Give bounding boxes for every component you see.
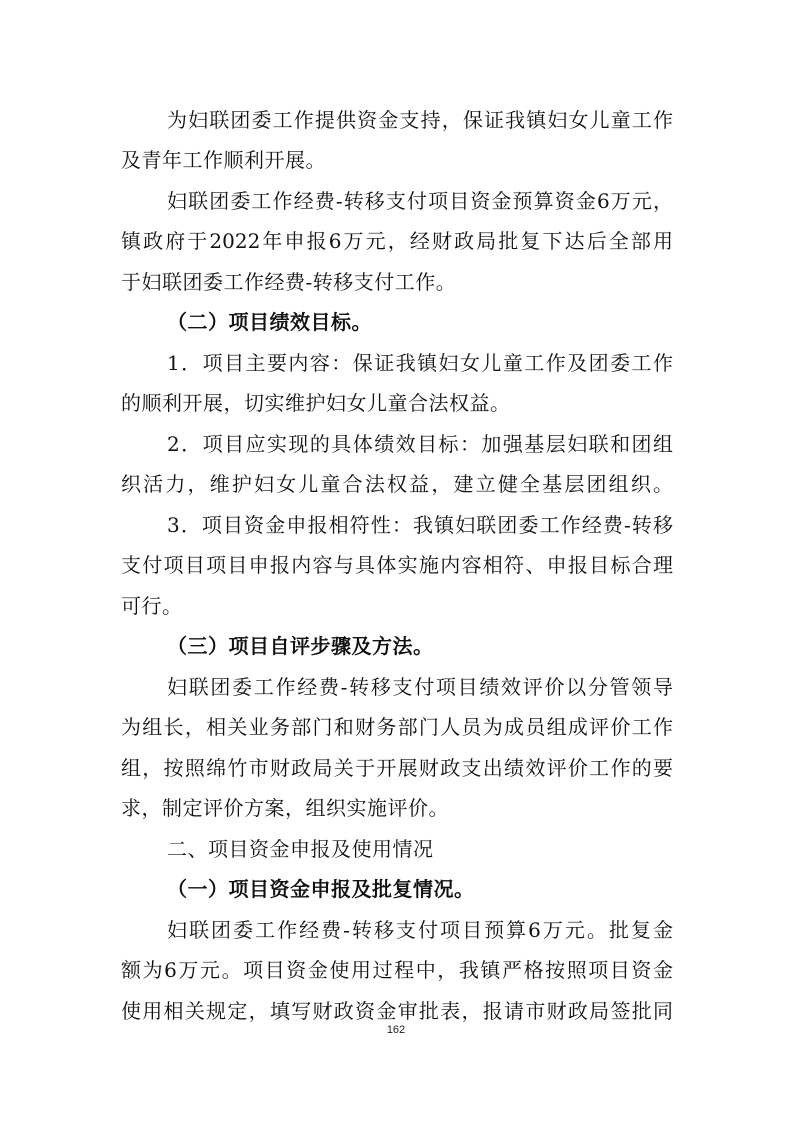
paragraph-line: 妇联团委工作经费-转移支付项目绩效评价以分管领导 [167, 675, 673, 699]
paragraph-line: 及青年工作顺利开展。 [121, 148, 326, 172]
paragraph-line: 妇联团委工作经费-转移支付项目资金预算资金6万元， [167, 189, 673, 213]
paragraph-line: 求，制定评价方案，组织实施评价。 [121, 796, 449, 820]
paragraph-line: 支付项目项目申报内容与具体实施内容相符、申报目标合理 [121, 553, 673, 577]
paragraph-line: 织活力，维护妇女儿童合法权益，建立健全基层团组织。 [121, 472, 673, 496]
paragraph-line: 1．项目主要内容：保证我镇妇女儿童工作及团委工作 [167, 351, 673, 375]
paragraph-line: 可行。 [121, 594, 183, 618]
section-heading: （一）项目资金申报及批复情况。 [167, 877, 475, 901]
paragraph-line: 的顺利开展，切实维护妇女儿童合法权益。 [121, 391, 511, 415]
page-number: 162 [386, 1024, 406, 1036]
paragraph-line: 妇联团委工作经费-转移支付项目预算6万元。批复金 [167, 918, 673, 942]
paragraph-line: 为组长，相关业务部门和财务部门人员为成员组成评价工作 [121, 715, 673, 739]
paragraph-line: 使用相关规定，填写财政资金审批表，报请市财政局签批同 [121, 999, 673, 1023]
paragraph-line: 为妇联团委工作提供资金支持，保证我镇妇女儿童工作 [167, 108, 673, 132]
paragraph-line: 镇政府于2022年申报6万元，经财政局批复下达后全部用 [121, 229, 673, 253]
paragraph-line: 额为6万元。项目资金使用过程中，我镇严格按照项目资金 [121, 958, 673, 982]
section-heading: （二）项目绩效目标。 [167, 310, 372, 334]
chapter-heading: 二、项目资金申报及使用情况 [167, 837, 434, 861]
section-heading: （三）项目自评步骤及方法。 [167, 634, 434, 658]
paragraph-line: 于妇联团委工作经费-转移支付工作。 [121, 270, 457, 294]
paragraph-line: 2．项目应实现的具体绩效目标：加强基层妇联和团组 [167, 432, 673, 456]
paragraph-line: 组，按照绵竹市财政局关于开展财政支出绩效评价工作的要 [121, 756, 673, 780]
paragraph-line: 3．项目资金申报相符性：我镇妇联团委工作经费-转移 [167, 513, 673, 537]
